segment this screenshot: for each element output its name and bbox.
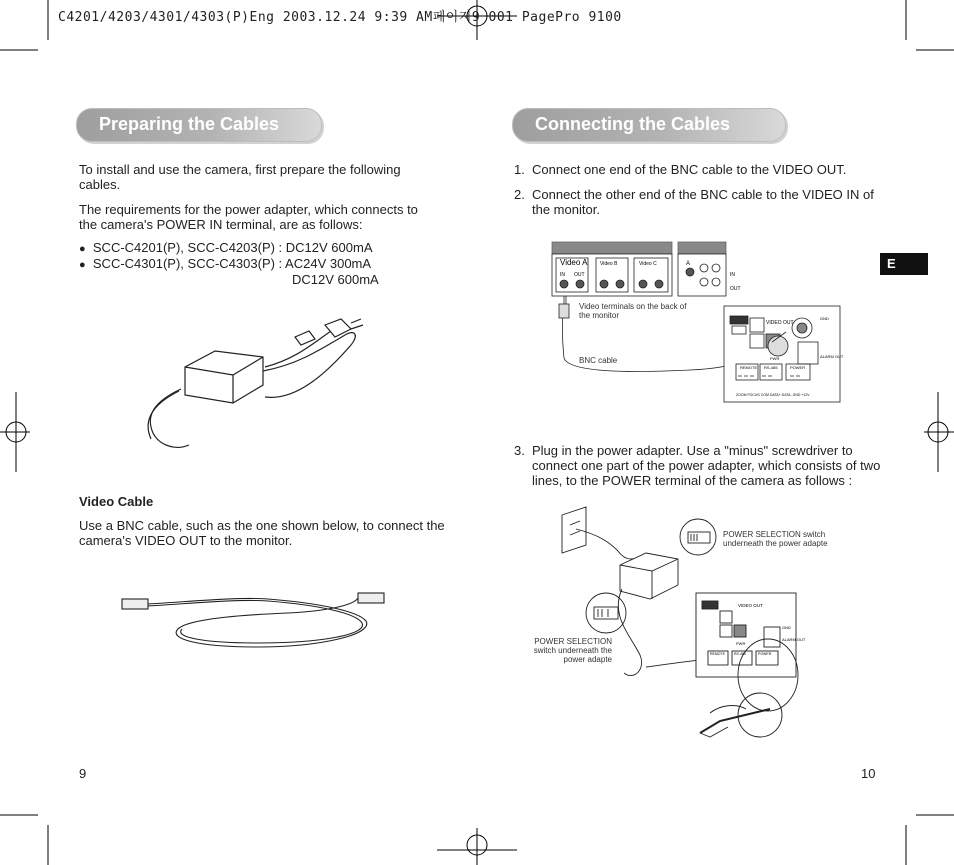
- video-cable-heading: Video Cable: [79, 494, 154, 509]
- language-tab: [880, 253, 928, 275]
- in-label: IN: [730, 272, 735, 278]
- a-label: A: [686, 261, 691, 267]
- bullet-continuation: DC12V 600mA: [292, 272, 379, 287]
- bullet-item: ● SCC-C4201(P), SCC-C4203(P) : DC12V 600mA: [79, 240, 373, 255]
- step-number: 3.: [514, 443, 525, 458]
- section-title: Preparing the Cables: [99, 114, 280, 134]
- remote-label: REMOTE: [710, 652, 725, 656]
- step-text: Connect one end of the BNC cable to the VIDEO OUT.: [532, 162, 847, 177]
- in-label: IN: [560, 272, 565, 278]
- terminal-labels: ZOOM FOCUS COM DATA+ DATA- GND +12V: [736, 393, 810, 397]
- video-c-label: Video C: [639, 261, 657, 267]
- bnc-cable-illustration: [118, 585, 398, 655]
- rs485-label: RS-485: [734, 652, 746, 656]
- section-title-banner: [512, 108, 786, 142]
- remote-label: REMOTE: [740, 365, 758, 370]
- power-label: POWER: [758, 652, 772, 656]
- gnd-label: GND: [820, 316, 829, 321]
- alarm-out-label: ALARM OUT: [820, 354, 844, 359]
- language-tab-letter: E: [887, 256, 896, 271]
- video-out-label: VIDEO OUT: [738, 603, 763, 608]
- requirements-paragraph: The requirements for the power adapter, which connects to the camera's POWER IN terminal, are as follows:: [79, 202, 418, 232]
- alarm-out-label: ALARM OUT: [782, 637, 806, 642]
- power-adapter-illustration: [145, 305, 365, 455]
- section-title: Connecting the Cables: [535, 114, 731, 134]
- bullet-text: SCC-C4301(P), SCC-C4303(P) : AC24V 300mA: [92, 256, 372, 271]
- video-out-label: VIDEO OUT: [766, 320, 794, 326]
- power-label: POWER: [790, 365, 806, 370]
- page-number-right: 10: [861, 766, 876, 781]
- step-number: 2.: [514, 187, 525, 202]
- monitor-terminals-label: Video terminals on the back of the monitor: [579, 302, 687, 320]
- section-title-banner: [76, 108, 322, 142]
- step-number: 1.: [514, 162, 525, 177]
- video-b-label: Video B: [600, 261, 618, 267]
- step-text: Connect the other end of the BNC cable to the VIDEO IN of the monitor.: [532, 187, 874, 217]
- video-cable-paragraph: Use a BNC cable, such as the one shown below, to connect the camera's VIDEO OUT to the monitor.: [79, 518, 445, 548]
- intro-paragraph: To install and use the camera, first prepare the following cables.: [79, 162, 401, 192]
- out-label: OUT: [730, 286, 741, 292]
- step-text: Plug in the power adapter. Use a "minus" screwdriver to connect one part of the power adapter, which consists of two lines, to the POWER terminal of the camera as follows :: [532, 443, 881, 488]
- power-selection-label-top: POWER SELECTION switch underneath the power adapte: [723, 530, 828, 548]
- bullet-text: SCC-C4201(P), SCC-C4203(P) : DC12V 600mA: [92, 240, 373, 255]
- power-selection-label-left: POWER SELECTION switch underneath the power adapte: [533, 637, 612, 664]
- page-number-left: 9: [79, 766, 87, 781]
- video-a-label: Video A: [560, 258, 588, 267]
- pwr-label: PWR: [770, 356, 780, 361]
- bullet-item: ● SCC-C4301(P), SCC-C4303(P) : AC24V 300mA: [79, 256, 372, 271]
- rs485-label: RS-485: [764, 365, 778, 370]
- print-header: C4201/4203/4301/4303(P)Eng 2003.12.24 9:39 AM페이지9 001 PagePro 9100: [58, 10, 622, 25]
- pwr-label: PWR: [736, 641, 746, 646]
- out-label: OUT: [574, 272, 585, 278]
- bnc-cable-label: BNC cable: [579, 356, 618, 365]
- gnd-label: GND: [782, 625, 791, 630]
- bnc-connection-diagram: [550, 238, 850, 408]
